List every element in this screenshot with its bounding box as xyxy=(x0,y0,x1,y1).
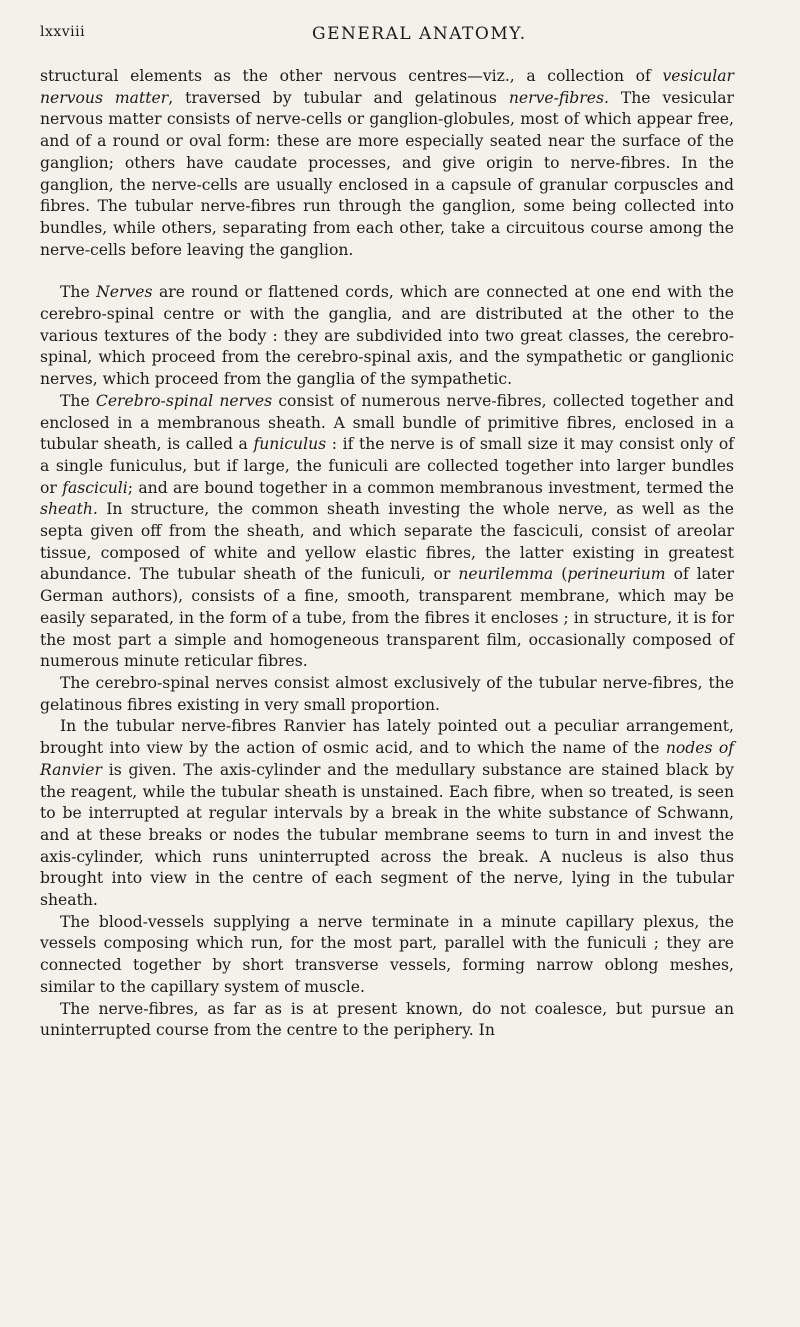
paragraph-blood-vessels xyxy=(40,912,734,999)
italic-term: Cerebro-spinal nerves xyxy=(95,391,273,410)
text-run: The cerebro-spinal nerves consist almost exclusively of the tubular nerve-fibres, the gelatinous fibres existing in very small proportion. xyxy=(40,673,734,714)
italic-term: vesicular nervous matter xyxy=(40,67,734,107)
page-number: lxxviii xyxy=(40,24,86,40)
text-run: is given. The axis-cylinder and the medullary substance are stained black by the reagent, while the tubular sheath is unstained. Each fibre, when so treated, is seen to be interrupted at regular intervals by a break in the white substance of Schwann, and at these breaks or nodes the tubular membrane seems to turn in and invest the axis-cylinder, which runs uninterrupted across the break. A nucleus is also thus brought into view in the centre of each segment of the nerve, lying in the tubular sheath. xyxy=(40,760,734,910)
running-head-title: GENERAL ANATOMY. xyxy=(312,24,527,44)
italic-term: perineurium xyxy=(567,565,666,584)
text-run: , traversed by tubular and gelatinous xyxy=(168,88,509,107)
text-run: The xyxy=(60,283,97,302)
paragraph-ganglion-structure xyxy=(40,66,734,261)
paragraph-cerebro-spinal-nerves xyxy=(40,391,734,673)
italic-term: funiculus xyxy=(253,435,327,454)
text-run: The nerve-fibres, as far as is at present known, do not coalesce, but pursue an uninterrupted course from the centre to the periphery. In xyxy=(40,999,734,1040)
text-run: The vesicular nervous matter consists of nerve-cells or ganglion-globules, most of which appear free, and of a round or oval form: these are more especially seated near the surface of the ganglion; others have caudate processes, and give origin to nerve-fibres. In the ganglion, the nerve-cells are usually enclosed in a capsule of granular corpuscles and fibres. The tubular nerve-fibres run through the ganglion, some being collected into bundles, while others, separating from each other, take a circuitous course among the nerve-cells before leaving the ganglion. xyxy=(40,88,734,259)
text-run: structural elements as the other nervous centres—viz., a collection of xyxy=(40,67,663,85)
text-run: In the tubular nerve-fibres Ranvier has lately pointed out a peculiar arrangement, brought into view by the action of osmic acid, and to which the name of the xyxy=(40,717,734,758)
italic-term: nodes of Ranvier xyxy=(40,739,734,779)
text-run: The blood-vessels supplying a nerve terminate in a minute capillary plexus, the vessels composing which run, for the most part, parallel with the funiculi ; they are connected together by short transverse vessels, forming narrow oblong meshes, similar to the capillary system of muscle. xyxy=(40,912,734,996)
paragraph-nerves xyxy=(40,282,734,391)
paragraph-tubular-fibres xyxy=(40,673,734,716)
italic-term: sheath. xyxy=(40,500,98,519)
text-run: The xyxy=(60,391,96,410)
text-run: consist of numerous nerve-fibres, collected together and enclosed in a membranous sheath. A small bundle of primitive fibres, enclosed in a tubular sheath, is called a xyxy=(40,391,734,454)
italic-term: Nerves xyxy=(96,283,153,302)
italic-term: fasciculi xyxy=(62,478,128,497)
text-run: ; and are bound together in a common membranous investment, termed the xyxy=(127,478,734,497)
text-run: of later German authors), consists of a fine, smooth, transparent membrane, which may be easily separated, in the form of a tube, from the fibres it encloses ; in structure, it is for the most part a simple and homogeneous transparent film, occasionally composed of numerous minute reticular fibres. xyxy=(40,565,734,671)
text-run: In structure, the common sheath investing the whole nerve, as well as the septa given off from the sheath, and which separate the fasciculi, consist of areolar tissue, composed of white and yellow elastic fibres, the latter existing in greatest abundance. The tubular sheath of the funiculi, or xyxy=(40,500,734,584)
text-run: ( xyxy=(553,565,568,584)
text-run: are round or flattened cords, which are connected at one end with the cerebro-spinal centre or with the ganglia, and are distributed at the other to the various textures of the body : they are subdivided into two great classes, the cerebro-spinal, which proceed from the cerebro-spinal axis, and the sympathetic or ganglionic nerves, which proceed from the ganglia of the sympathetic. xyxy=(40,283,734,389)
running-head xyxy=(40,24,734,50)
paragraph-nodes-of-ranvier xyxy=(40,716,734,911)
body-text xyxy=(40,66,734,1042)
text-run: : if the nerve is of small size it may consist only of a single funiculus, but if large, the funiculi are collected together into larger bundles or xyxy=(40,435,734,497)
italic-term: neurilemma xyxy=(458,565,554,584)
italic-term: nerve-fibres. xyxy=(508,88,609,107)
paragraph-nerve-fibres-course xyxy=(40,999,734,1042)
